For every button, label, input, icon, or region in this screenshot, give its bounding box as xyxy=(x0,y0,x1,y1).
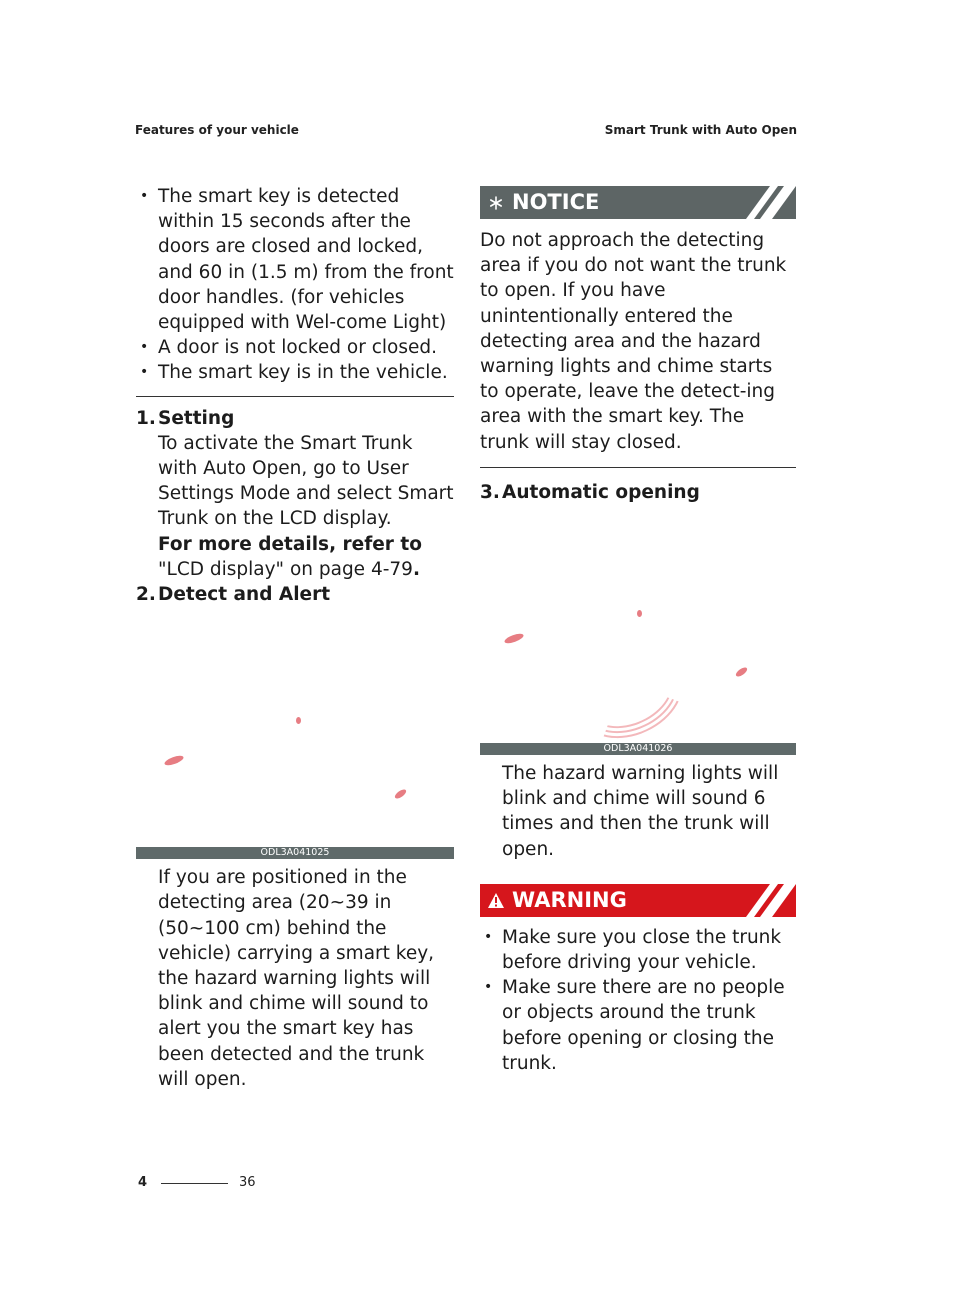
header-section-title: Features of your vehicle xyxy=(135,123,299,137)
step-setting xyxy=(136,406,454,582)
divider xyxy=(480,467,796,468)
notice-banner xyxy=(480,186,796,219)
figure-caption: ODL3A041026 xyxy=(480,743,796,755)
step-title: Detect and Alert xyxy=(158,584,331,606)
banner-slash-decoration xyxy=(746,186,796,219)
figure-detect-alert xyxy=(136,607,454,859)
list-item: • A door is not locked or closed. xyxy=(136,335,454,360)
step-automatic-opening xyxy=(480,480,796,505)
reference-end: . xyxy=(412,558,420,580)
hazard-light-mark xyxy=(163,754,184,767)
hazard-light-mark xyxy=(503,632,524,645)
list-item: • Make sure you close the trunk before driving your vehicle. xyxy=(480,925,796,975)
warning-list xyxy=(480,925,796,1076)
detect-description: If you are positioned in the detecting area (20~39 in (50~100 cm) behind the vehicle) carrying a smart key, the hazard warning lights will blink and chime will sound to alert you the smart key has been detected and the trunk will open. xyxy=(158,867,435,1090)
hazard-light-mark xyxy=(734,666,748,678)
asterisk-icon xyxy=(486,186,506,219)
reference-target: "LCD display" on page 4-79 xyxy=(158,558,413,580)
notice-title: NOTICE xyxy=(512,190,600,214)
condition-list xyxy=(136,184,454,386)
figure-automatic-opening xyxy=(480,505,796,755)
warning-triangle-icon xyxy=(486,884,506,917)
hazard-light-mark xyxy=(393,788,407,800)
warning-title: WARNING xyxy=(512,887,627,912)
divider xyxy=(136,396,454,397)
step-reference xyxy=(158,532,454,582)
right-column xyxy=(480,186,796,1076)
footer-page-number: 36 xyxy=(239,1175,256,1190)
step-number: 1. xyxy=(136,407,156,429)
figure-caption: ODL3A041025 xyxy=(136,847,454,859)
banner-slash-decoration xyxy=(746,884,796,917)
hazard-light-mark xyxy=(637,610,642,617)
footer-chapter-number: 4 xyxy=(138,1175,148,1190)
step-number: 2. xyxy=(136,584,156,606)
list-item: • The smart key is in the vehicle. xyxy=(136,360,454,385)
step-title: Setting xyxy=(158,407,235,429)
step-body: To activate the Smart Trunk with Auto Open, go to User Settings Mode and select Smart Trunk on the LCD display. xyxy=(158,432,454,530)
step-title: Automatic opening xyxy=(502,481,700,503)
footer-divider xyxy=(161,1183,228,1184)
step-number: 3. xyxy=(480,481,500,503)
list-item: • Make sure there are no people or objects around the trunk before opening or closing the trunk. xyxy=(480,975,796,1076)
reference-lead: For more details, refer to xyxy=(158,533,422,555)
list-item: • The smart key is detected within 15 seconds after the doors are closed and locked, and 60 in (1.5 m) from the front door handles. (for vehicles equipped with Wel-come Light) xyxy=(136,184,454,335)
left-column xyxy=(136,184,454,1092)
hazard-light-mark xyxy=(296,717,301,724)
warning-banner xyxy=(480,884,796,917)
header-page-topic: Smart Trunk with Auto Open xyxy=(604,123,797,137)
notice-text: Do not approach the detecting area if you do not want the trunk to open. If you have unintentionally entered the detecting area and the hazard warning lights and chime starts to operate, leave the detect-ing area with the smart key. The trunk will stay closed. xyxy=(480,230,787,453)
opening-description: The hazard warning lights will blink and chime will sound 6 times and then the trunk will open. xyxy=(502,763,779,860)
step-detect-alert xyxy=(136,582,454,607)
